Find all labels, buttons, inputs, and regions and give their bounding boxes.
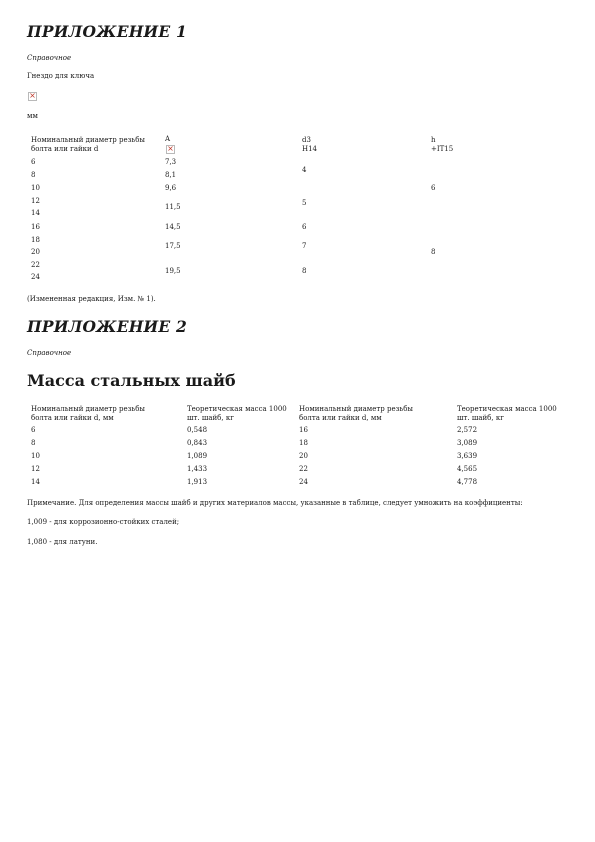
- appendix-2-note: Справочное: [27, 349, 72, 357]
- table2-cell: 0,548: [187, 426, 208, 434]
- table1-cell: 8: [302, 267, 307, 275]
- units-label: мм: [27, 112, 38, 120]
- table2-cell: 24: [299, 478, 308, 486]
- table1-cell: 16: [31, 223, 40, 231]
- table1-cell: 4: [302, 166, 307, 174]
- table1-cell: 11,5: [165, 203, 181, 211]
- table1-cell: 14,5: [165, 223, 181, 231]
- table1-header-a: A: [165, 135, 171, 143]
- table1-cell: 7: [302, 242, 307, 250]
- table1-header-d3: d3: [302, 136, 311, 144]
- table2-header-diameter: Номинальный диаметр резьбы болта или гайки d, мм: [31, 405, 146, 422]
- table2-cell: 1,913: [187, 478, 208, 486]
- change-note: (Измененная редакция, Изм. № 1).: [27, 295, 156, 303]
- table1-cell: 6: [431, 184, 436, 192]
- table1-cell: 5: [302, 199, 307, 207]
- table2-cell: 8: [31, 439, 36, 447]
- table1-cell: 8,1: [165, 171, 177, 179]
- table2-cell: 22: [299, 465, 308, 473]
- table1-cell: 9,6: [165, 184, 177, 192]
- table1-cell: 8: [31, 171, 36, 179]
- appendix-2-heading: Масса стальных шайб: [27, 371, 236, 390]
- table2-cell: 20: [299, 452, 308, 460]
- table2-cell: 10: [31, 452, 40, 460]
- table1-cell: 6: [31, 158, 36, 166]
- table1-cell: 8: [431, 248, 436, 256]
- coefficient-steel: 1,009 - для коррозионно-стойких сталей;: [27, 518, 180, 526]
- table2-cell: 3,639: [457, 452, 478, 460]
- table2-cell: 18: [299, 439, 308, 447]
- appendix-1-subtitle: Гнездо для ключа: [27, 72, 95, 80]
- table2-cell: 1,089: [187, 452, 208, 460]
- table1-cell: 24: [31, 273, 40, 281]
- table1-header-h: h: [431, 136, 436, 144]
- appendix-2-title: ПРИЛОЖЕНИЕ 2: [27, 317, 187, 336]
- table1-header-d3-tol: H14: [302, 145, 318, 153]
- table1-cell: 6: [302, 223, 307, 231]
- table2-header-mass: Теоретическая масса 1000 шт. шайб, кг: [187, 405, 287, 422]
- table2-header-diameter: Номинальный диаметр резьбы болта или гайки d, мм: [299, 405, 414, 422]
- table1-cell: 18: [31, 236, 40, 244]
- table1-cell: 22: [31, 261, 40, 269]
- table1-cell: 20: [31, 248, 40, 256]
- table2-cell: 4,778: [457, 478, 478, 486]
- table2-cell: 16: [299, 426, 308, 434]
- table2-cell: 12: [31, 465, 40, 473]
- appendix-1-title: ПРИЛОЖЕНИЕ 1: [27, 22, 187, 41]
- table1-cell: 19,5: [165, 267, 181, 275]
- table1-cell: 17,5: [165, 242, 181, 250]
- table2-cell: 3,089: [457, 439, 478, 447]
- table2-cell: 4,565: [457, 465, 478, 473]
- table1-cell: 7,3: [165, 158, 177, 166]
- table2-cell: 1,433: [187, 465, 208, 473]
- remark-text: Примечание. Для определения массы шайб и других материалов массы, указанные в таблице, следует умножить на коэффициенты:: [27, 499, 523, 507]
- table1-header-h-tol: +IT15: [431, 145, 454, 153]
- table1-cell: 10: [31, 184, 40, 192]
- appendix-1-note: Справочное: [27, 54, 72, 62]
- table1-header-diameter: Номинальный диаметр резьбы болта или гайки d: [31, 136, 146, 153]
- table1-cell: 14: [31, 209, 40, 217]
- table2-cell: 6: [31, 426, 36, 434]
- table1-cell: 12: [31, 197, 40, 205]
- coefficient-brass: 1,080 - для латуни.: [27, 538, 98, 546]
- table2-cell: 0,843: [187, 439, 208, 447]
- broken-image-icon: [166, 145, 175, 154]
- table2-header-mass: Теоретическая масса 1000 шт. шайб, кг: [457, 405, 557, 422]
- broken-image-icon: [28, 92, 37, 101]
- table2-cell: 2,572: [457, 426, 478, 434]
- table2-cell: 14: [31, 478, 40, 486]
